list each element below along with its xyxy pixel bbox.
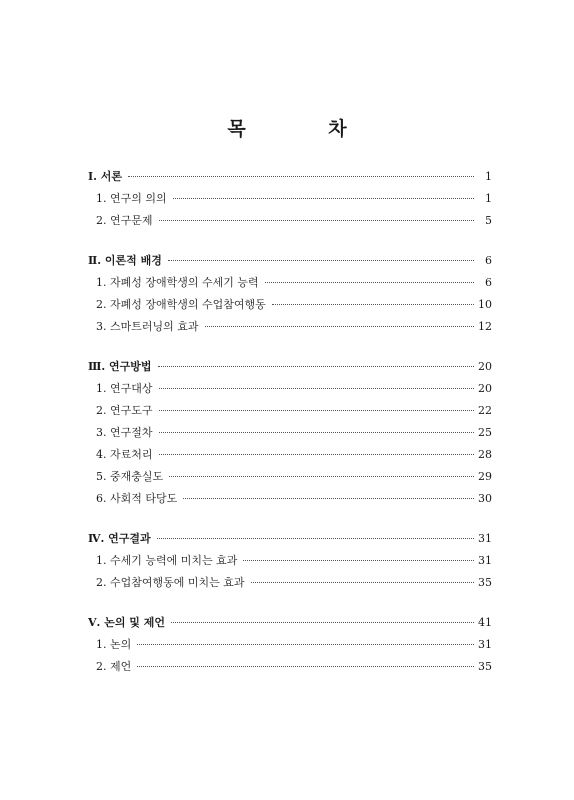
- toc-page-number: 6: [485, 254, 492, 267]
- toc-chapter[interactable]: [88, 166, 492, 188]
- toc-item-label: 3. 연구절차: [96, 426, 153, 439]
- toc-item-label: 1. 수세기 능력에 미치는 효과: [96, 554, 238, 567]
- toc-item-label: 1. 자폐성 장애학생의 수세기 능력: [96, 276, 259, 289]
- dot-leader: [137, 644, 474, 645]
- toc-page-number: 35: [478, 660, 492, 673]
- table-of-contents: [88, 166, 492, 696]
- toc-page-number: 10: [478, 298, 492, 311]
- dot-leader: [159, 454, 475, 455]
- toc-item-label: 2. 연구문제: [96, 214, 153, 227]
- toc-section-3: [88, 356, 492, 510]
- toc-chapter[interactable]: [88, 250, 492, 272]
- toc-item-label: 1. 연구의 의의: [96, 192, 167, 205]
- toc-item[interactable]: [88, 634, 492, 656]
- toc-section-2: [88, 250, 492, 338]
- dot-leader: [159, 410, 475, 411]
- dot-leader: [251, 582, 475, 583]
- toc-page-number: 28: [478, 448, 492, 461]
- toc-item[interactable]: [88, 656, 492, 678]
- toc-page-number: 25: [478, 426, 492, 439]
- toc-item[interactable]: [88, 572, 492, 594]
- dot-leader: [173, 198, 474, 199]
- toc-item-label: 6. 사회적 타당도: [96, 492, 178, 505]
- toc-item[interactable]: [88, 188, 492, 210]
- toc-item-label: 1. 연구대상: [96, 382, 153, 395]
- dot-leader: [265, 282, 474, 283]
- toc-item[interactable]: [88, 210, 492, 232]
- toc-item[interactable]: [88, 466, 492, 488]
- toc-page-number: 5: [485, 214, 492, 227]
- toc-chapter-label: Ⅳ. 연구결과: [88, 532, 151, 545]
- dot-leader: [171, 622, 474, 623]
- toc-page-number: 35: [478, 576, 492, 589]
- toc-item[interactable]: [88, 444, 492, 466]
- dot-leader: [169, 476, 474, 477]
- dot-leader: [157, 538, 474, 539]
- dot-leader: [159, 220, 475, 221]
- toc-page-number: 29: [478, 470, 492, 483]
- toc-item-label: 1. 논의: [96, 638, 132, 651]
- toc-section-4: [88, 528, 492, 594]
- dot-leader: [183, 498, 474, 499]
- toc-page-number: 12: [478, 320, 492, 333]
- dot-leader: [137, 666, 474, 667]
- toc-chapter-label: Ⅱ. 이론적 배경: [88, 254, 162, 267]
- toc-page-number: 31: [478, 554, 492, 567]
- toc-item[interactable]: [88, 400, 492, 422]
- toc-item-label: 5. 중재충실도: [96, 470, 164, 483]
- dot-leader: [272, 304, 474, 305]
- toc-chapter-label: Ⅰ. 서론: [88, 170, 123, 183]
- dot-leader: [159, 432, 475, 433]
- toc-item[interactable]: [88, 422, 492, 444]
- dot-leader: [158, 366, 474, 367]
- dot-leader: [168, 260, 474, 261]
- toc-chapter[interactable]: [88, 356, 492, 378]
- toc-item[interactable]: [88, 550, 492, 572]
- toc-item[interactable]: [88, 488, 492, 510]
- toc-item-label: 2. 연구도구: [96, 404, 153, 417]
- toc-page-number: 20: [478, 382, 492, 395]
- toc-chapter[interactable]: [88, 528, 492, 550]
- toc-page-number: 41: [478, 616, 492, 629]
- toc-item[interactable]: [88, 294, 492, 316]
- dot-leader: [205, 326, 475, 327]
- toc-item-label: 2. 수업참여행동에 미치는 효과: [96, 576, 245, 589]
- toc-page-number: 22: [478, 404, 492, 417]
- dot-leader: [159, 388, 475, 389]
- toc-section-1: [88, 166, 492, 232]
- toc-item[interactable]: [88, 378, 492, 400]
- toc-item[interactable]: [88, 316, 492, 338]
- toc-page-number: 31: [478, 638, 492, 651]
- dot-leader: [128, 176, 474, 177]
- toc-page-number: 1: [485, 192, 492, 205]
- toc-page-number: 20: [478, 360, 492, 373]
- toc-chapter-label: Ⅲ. 연구방법: [88, 360, 152, 373]
- toc-item-label: 2. 제언: [96, 660, 132, 673]
- toc-page-number: 30: [478, 492, 492, 505]
- dot-leader: [243, 560, 474, 561]
- toc-section-5: [88, 612, 492, 678]
- toc-item[interactable]: [88, 272, 492, 294]
- toc-item-label: 3. 스마트러닝의 효과: [96, 320, 199, 333]
- toc-item-label: 4. 자료처리: [96, 448, 153, 461]
- toc-chapter-label: Ⅴ. 논의 및 제언: [88, 616, 165, 629]
- toc-page-number: 31: [478, 532, 492, 545]
- page-title: 목 차: [227, 118, 385, 140]
- toc-chapter[interactable]: [88, 612, 492, 634]
- toc-item-label: 2. 자폐성 장애학생의 수업참여행동: [96, 298, 266, 311]
- toc-page-number: 6: [485, 276, 492, 289]
- toc-page-number: 1: [485, 170, 492, 183]
